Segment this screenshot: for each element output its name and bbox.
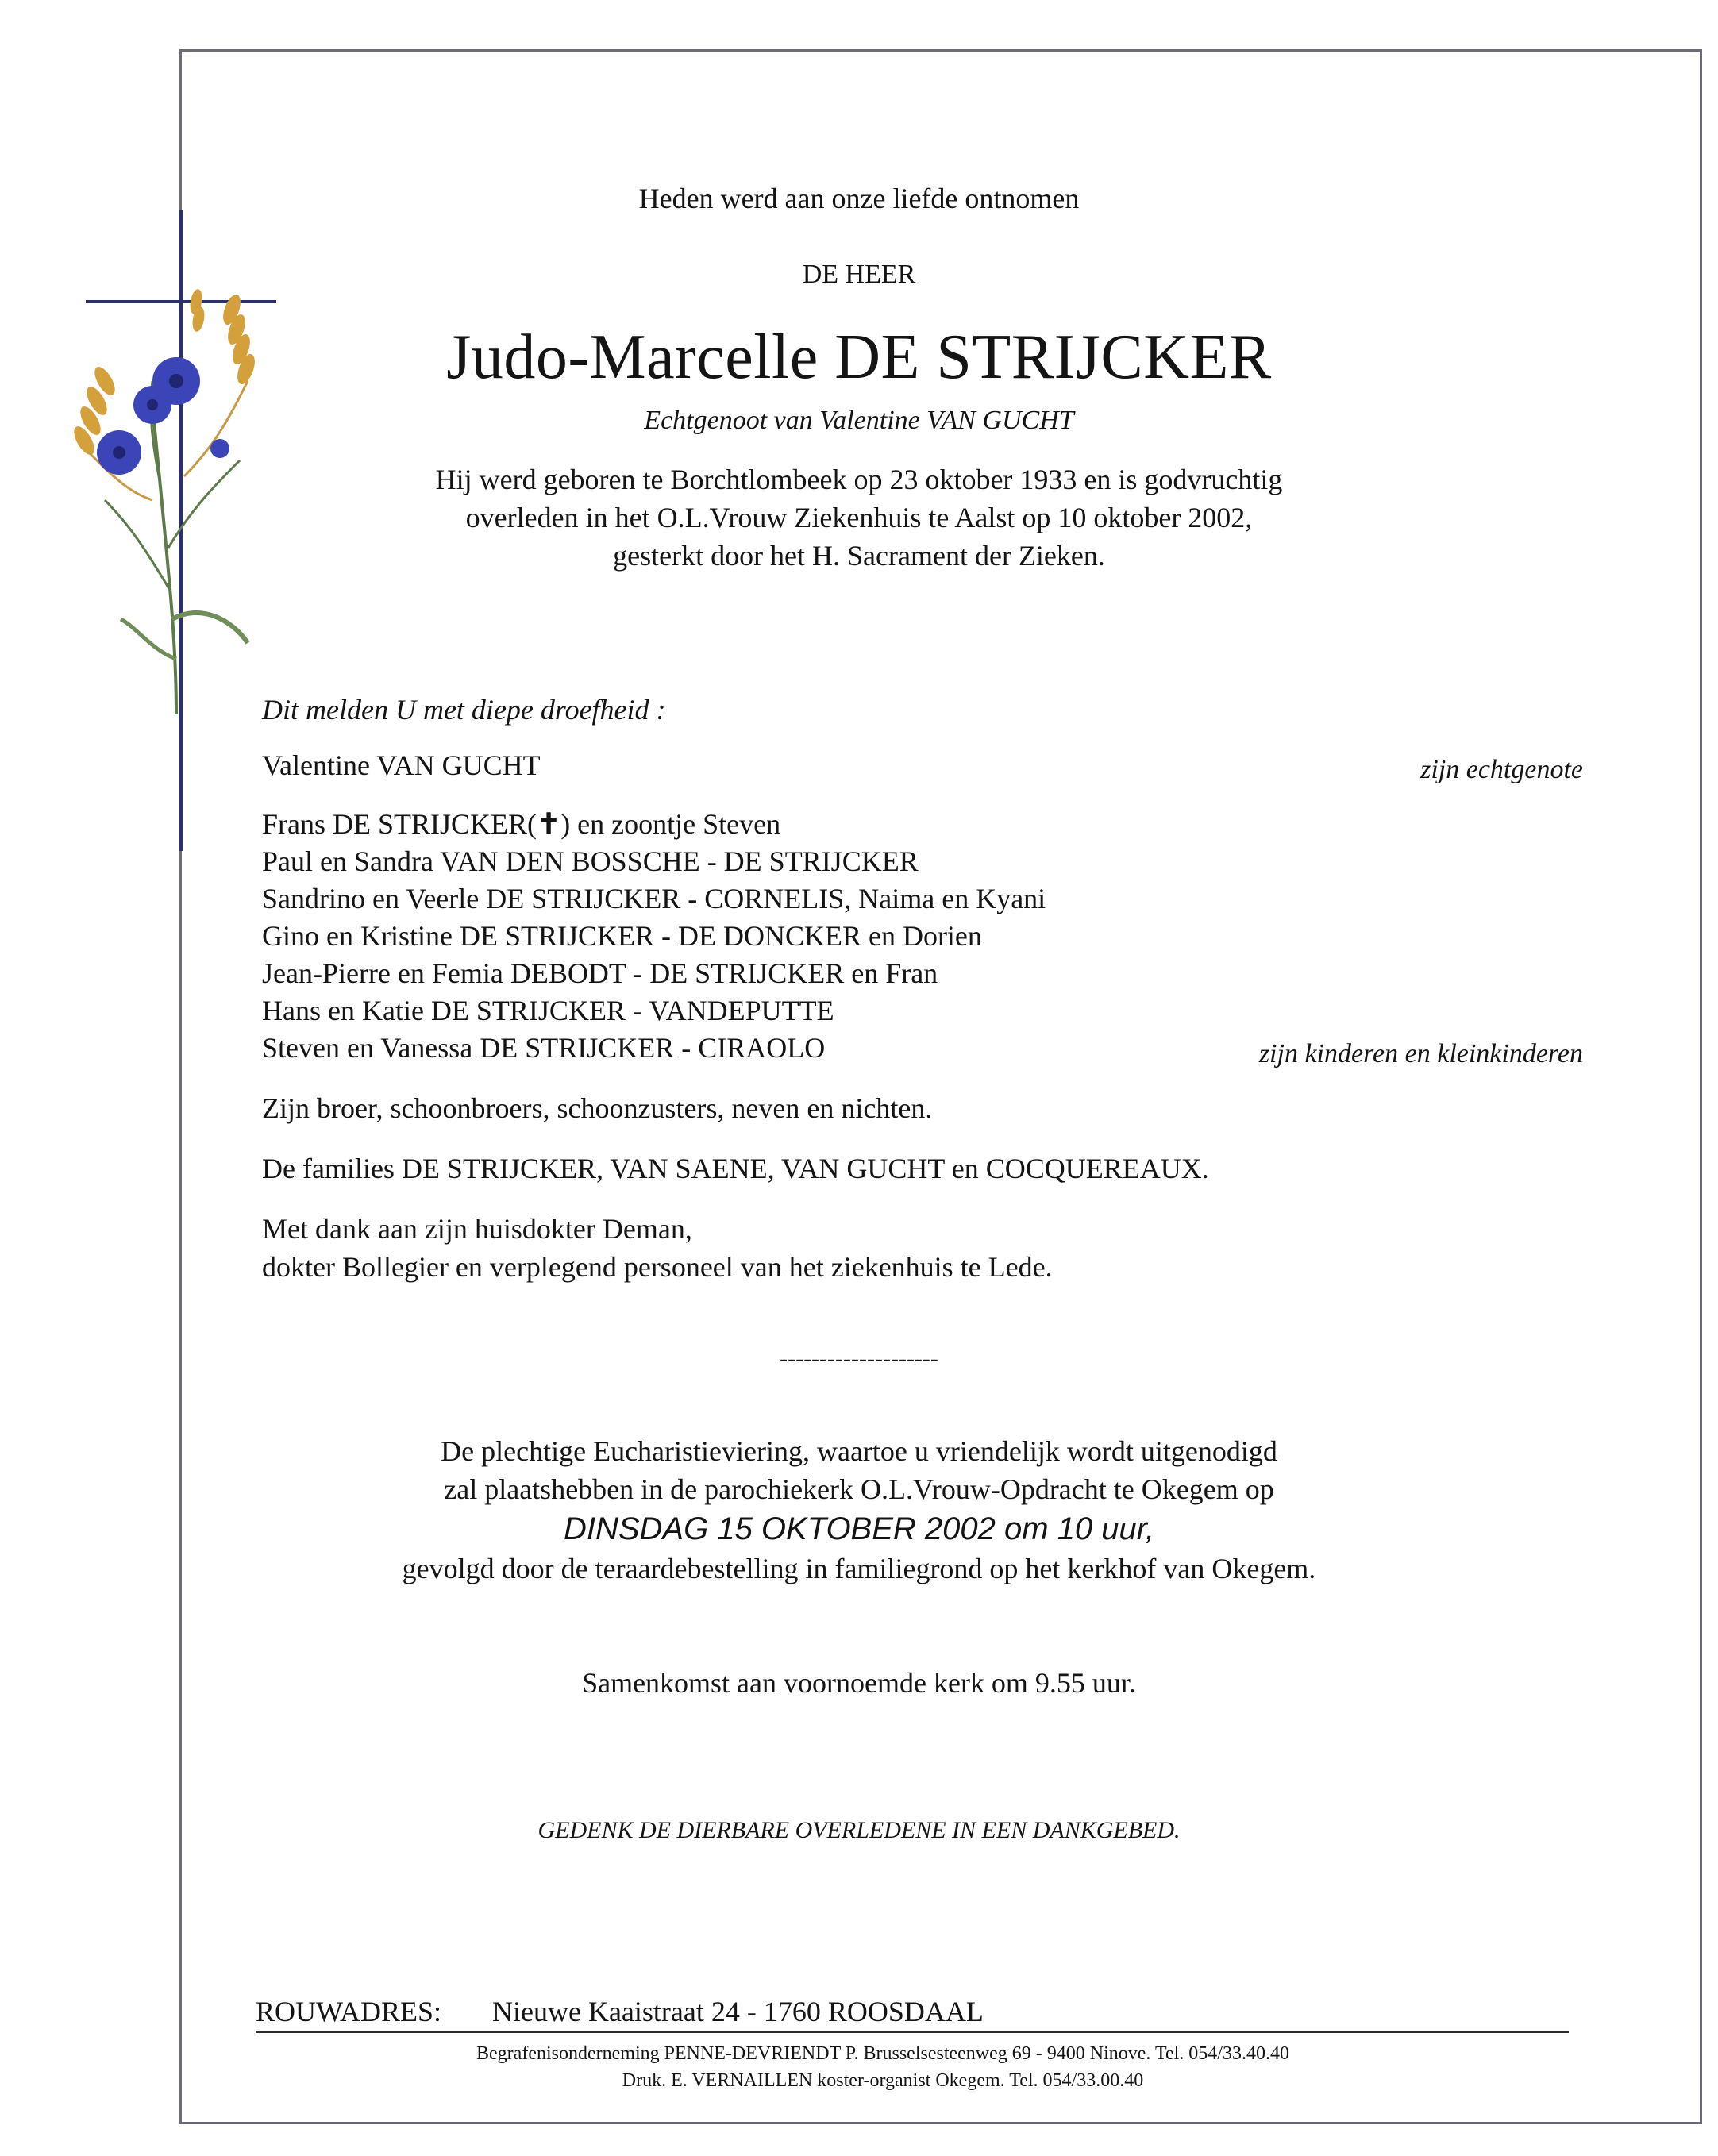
child-line-3: Gino en Kristine DE STRIJCKER - DE DONCKER en Dorien <box>262 920 982 952</box>
children-role: zijn kinderen en kleinkinderen <box>1258 1039 1583 1068</box>
separator-line: -------------------- <box>780 1346 938 1372</box>
child-line-1: Paul en Sandra VAN DEN BOSSCHE - DE STRIJCKER <box>262 845 919 877</box>
footer-line-1: Begrafenisonderneming PENNE-DEVRIENDT P. Brusselsesteenweg 69 - 9400 Ninove. Tel. 054/33.40.40 <box>476 2043 1289 2064</box>
deceased-name: Judo-Marcelle DE STRIJCKER <box>446 322 1272 392</box>
service-line-2: zal plaatshebben in de parochiekerk O.L.Vrouw-Opdracht te Okegem op <box>444 1473 1274 1505</box>
thanks-line-2: dokter Bollegier en verplegend personeel van het ziekenhuis te Lede. <box>262 1251 1053 1283</box>
title-text: DE HEER <box>802 260 916 289</box>
prayer-line: GEDENK DE DIERBARE OVERLEDENE IN EEN DANKGEBED. <box>537 1817 1181 1843</box>
mourners-intro: Dit melden U met diepe droefheid : <box>262 694 666 726</box>
birth-line-3: gesterkt door het H. Sacrament der Zieken. <box>613 540 1105 572</box>
address-label: ROUWADRES: <box>256 1996 442 2027</box>
thanks-line-1: Met dank aan zijn huisdokter Deman, <box>262 1213 692 1245</box>
service-datetime: DINSDAG 15 OKTOBER 2002 om 10 uur, <box>563 1511 1155 1546</box>
spouse-line: Echtgenoot van Valentine VAN GUCHT <box>644 406 1074 435</box>
child-line-6: Steven en Vanessa DE STRIJCKER - CIRAOLO <box>262 1032 826 1064</box>
birth-line-2: overleden in het O.L.Vrouw Ziekenhuis te Aalst op 10 oktober 2002, <box>465 502 1253 533</box>
families-line: De families DE STRIJCKER, VAN SAENE, VAN GUCHT en COCQUEREAUX. <box>262 1153 1209 1184</box>
deceased-cross-icon: ✝ <box>537 808 561 840</box>
burial-line: gevolgd door de teraardebestelling in familiegrond op het kerkhof van Okegem. <box>402 1553 1316 1584</box>
spouse-role: zijn echtgenote <box>1420 755 1583 784</box>
address-rule <box>256 2031 1569 2033</box>
footer-line-2: Druk. E. VERNAILLEN koster-organist Okegem. Tel. 054/33.00.40 <box>622 2070 1144 2091</box>
child-line-0-prefix: Frans DE STRIJCKER( <box>262 808 537 840</box>
address-value: Nieuwe Kaaistraat 24 - 1760 ROOSDAAL <box>492 1996 984 2027</box>
service-line-1: De plechtige Eucharistieviering, waartoe u vriendelijk wordt uitgenodigd <box>441 1435 1277 1467</box>
child-line-0 <box>262 807 780 841</box>
spouse-name: Valentine VAN GUCHT <box>262 749 541 781</box>
child-line-0-suffix: ) en zoontje Steven <box>560 808 781 840</box>
relatives-line: Zijn broer, schoonbroers, schoonzusters, neven en nichten. <box>262 1092 933 1124</box>
gathering-line: Samenkomst aan voornoemde kerk om 9.55 uur. <box>582 1667 1136 1699</box>
child-line-5: Hans en Katie DE STRIJCKER - VANDEPUTTE <box>262 995 834 1026</box>
child-line-2: Sandrino en Veerle DE STRIJCKER - CORNELIS, Naima en Kyani <box>262 883 1046 914</box>
child-line-4: Jean-Pierre en Femia DEBODT - DE STRIJCKER en Fran <box>262 957 938 989</box>
intro-text: Heden werd aan onze liefde ontnomen <box>638 183 1080 214</box>
birth-line-1: Hij werd geboren te Borchtlombeek op 23 oktober 1933 en is godvruchtig <box>435 464 1283 495</box>
